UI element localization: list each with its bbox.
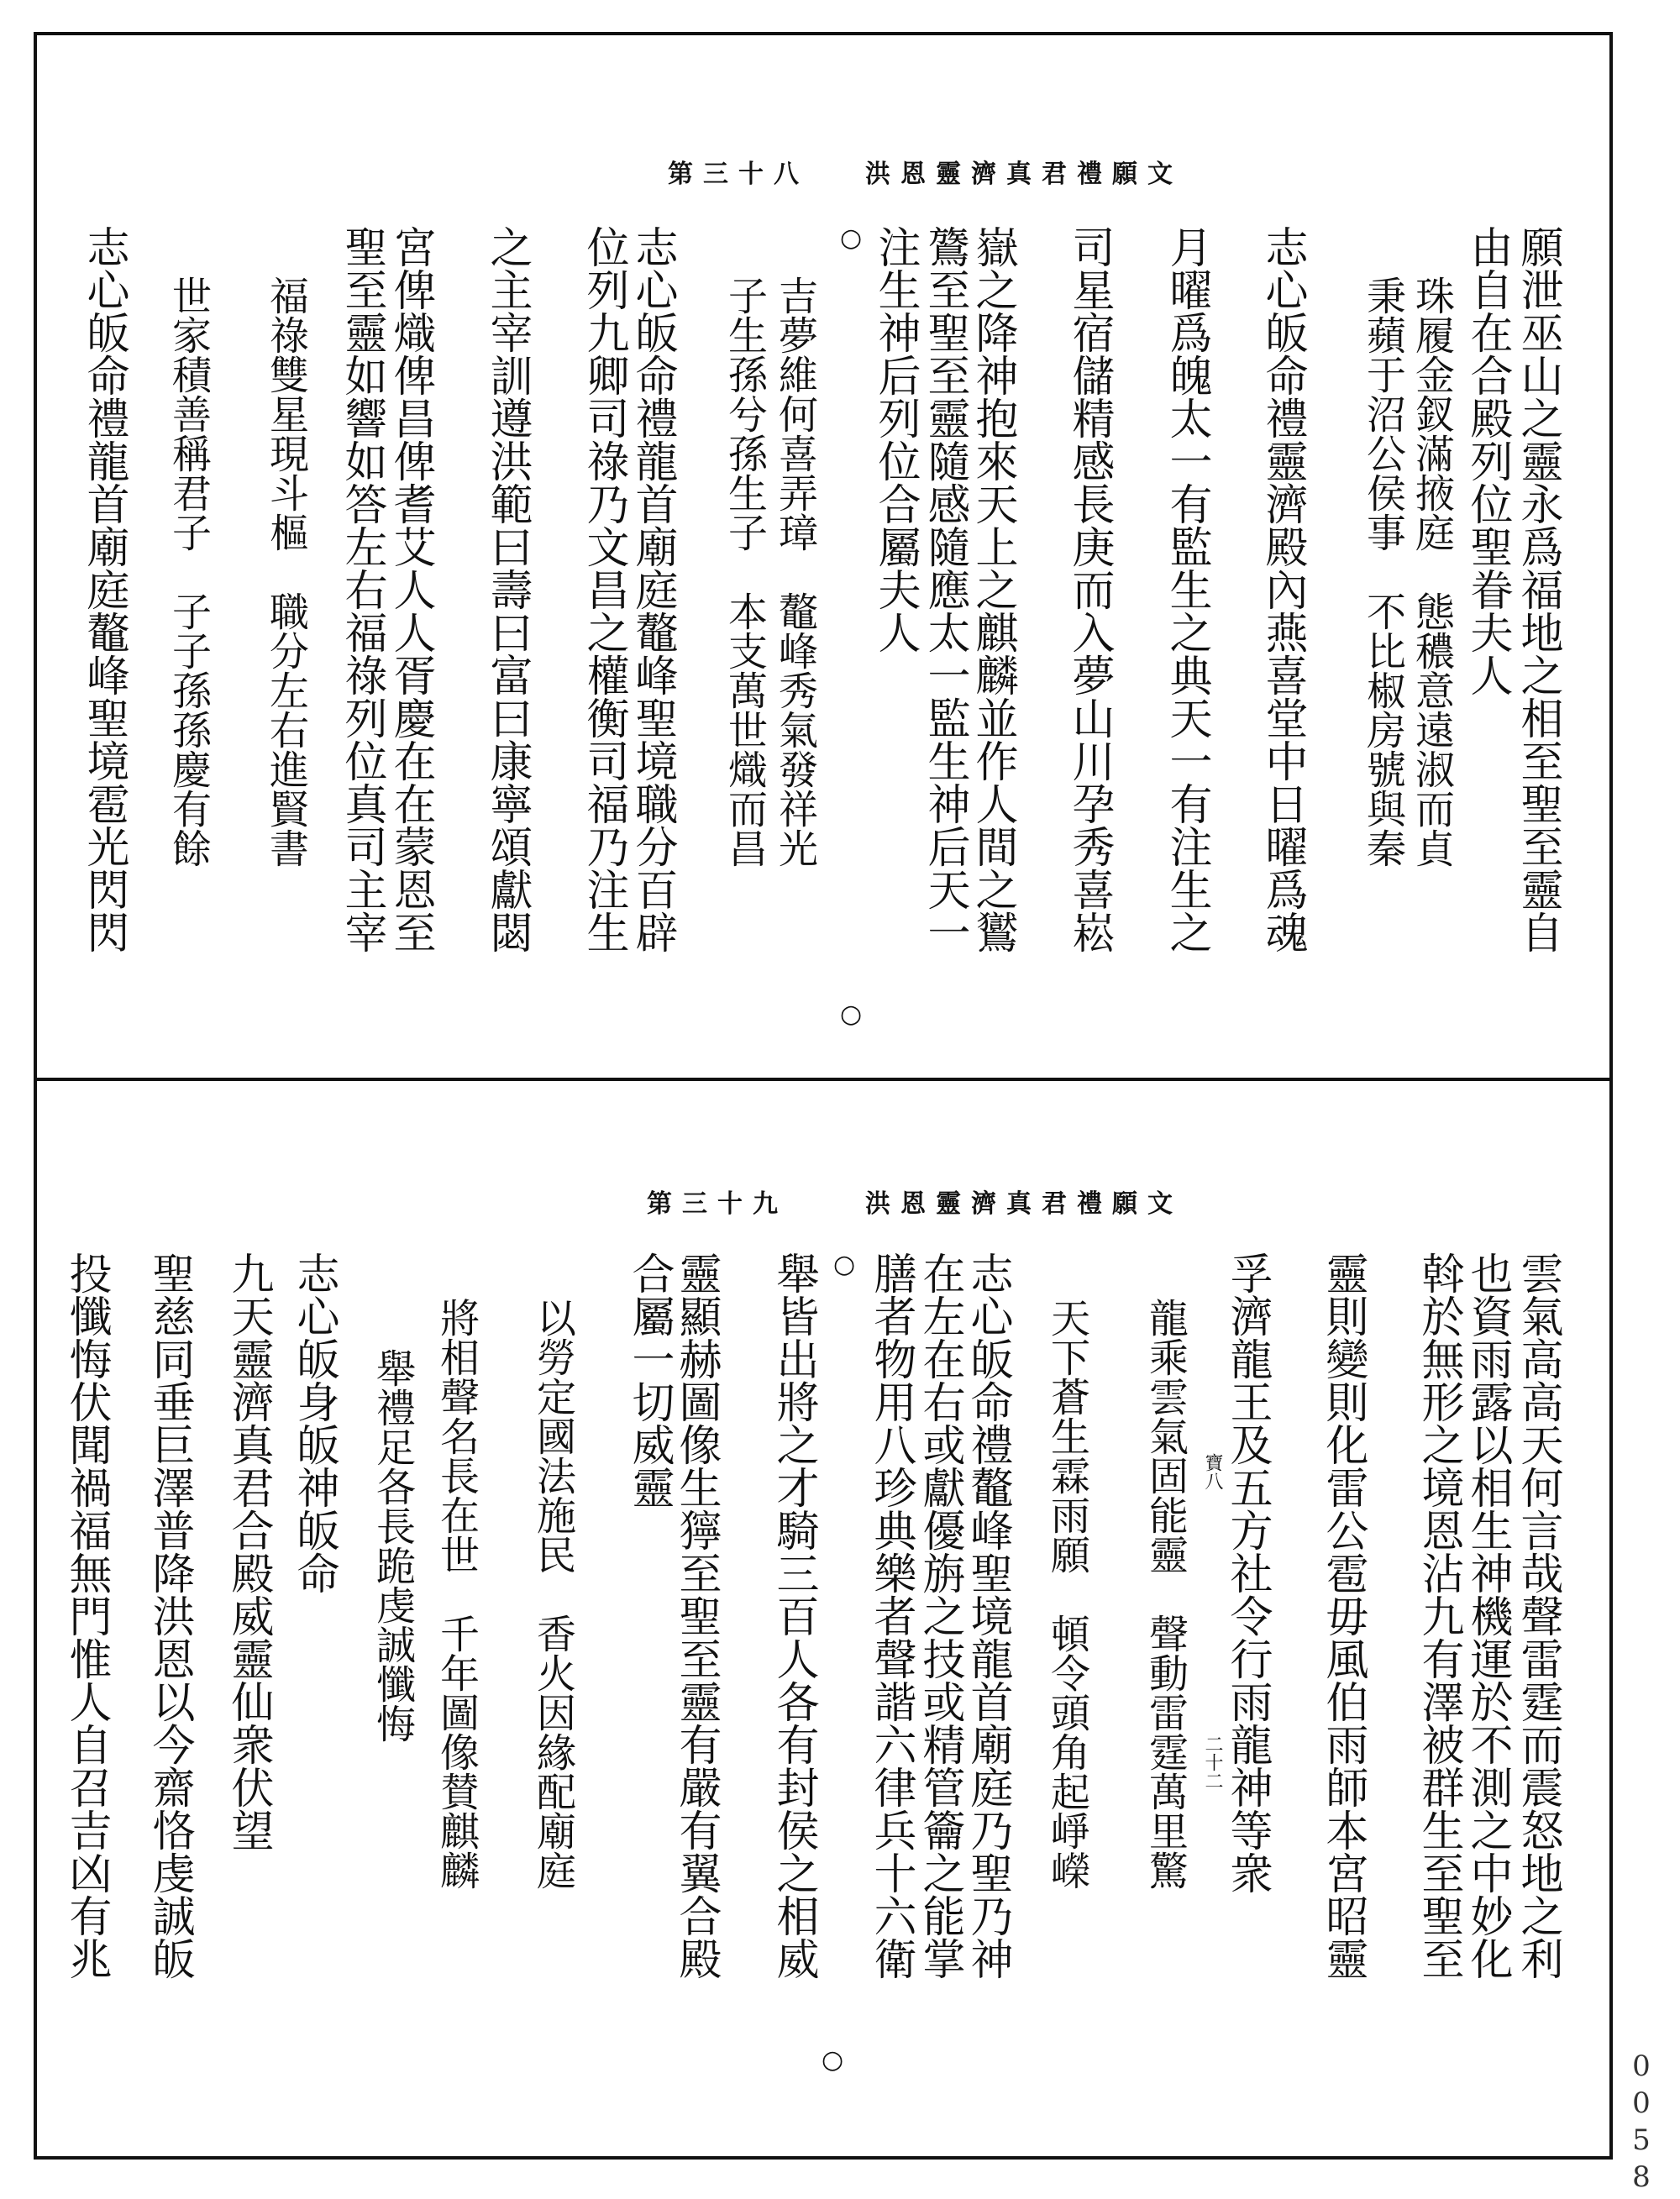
circle-marker: ○: [833, 1250, 856, 1279]
top-header-title: 洪恩靈濟真君禮願文: [865, 160, 1183, 189]
top-col-8: 嶽之降神抱來天上之麒麟並作人間之鸑: [968, 225, 1017, 953]
bottom-col-15: 將相聲名長在世 千年圖像賛麒麟: [433, 1298, 480, 1890]
bottom-col-4: 靈則變則化雷公雹毋風伯雨師本宮昭靈: [1318, 1252, 1368, 1980]
bottom-col-12: 靈顯赫圖像生獰至聖至靈有嚴有翼合殿: [671, 1252, 721, 1980]
top-col-4: 秉蘋于沼公侯事 不比椒房號與秦: [1360, 276, 1406, 868]
panel-divider: [34, 1078, 1613, 1081]
bottom-col-19: 聖慈同垂巨澤普降洪恩以今齋恪虔誠皈: [144, 1252, 194, 1980]
top-col-15: 之主宰訓遵洪範曰壽曰富曰康寧頌獻閟: [482, 225, 532, 953]
bottom-col-5: 孚濟龍王及五方社令行雨龍神等衆: [1222, 1252, 1272, 1894]
top-col-11: 吉夢維何喜弄璋 鼇峰秀氣發祥光: [772, 276, 818, 868]
top-col-3: 珠履金釵滿掖庭 態穠意遠淑而貞: [1409, 276, 1455, 868]
bottom-col-6: 龍乘雲氣固能靈 聲動雷霆萬里驚: [1142, 1298, 1189, 1890]
top-header-section: 第三十八: [668, 160, 809, 189]
bottom-col-16: 舉禮足各長跪虔誠懺悔: [370, 1348, 416, 1743]
annotation-2: 二十二: [1202, 1735, 1223, 1790]
bottom-col-2: 也資雨露以相生神機運於不測之中妙化: [1462, 1252, 1512, 1980]
bottom-col-1: 雲氣高高天何言哉聲雷霆而震怒地之利: [1513, 1252, 1562, 1980]
top-col-17: 聖至靈如響如答左右福祿列位真司主宰: [337, 225, 386, 953]
top-col-12: 子生孫兮孫生子 本支萬世熾而昌: [722, 276, 768, 868]
bottom-col-18: 九天靈濟真君合殿威靈仙衆伏望: [223, 1252, 273, 1851]
top-col-6: 月曜爲魄太一有監生之典天一有注生之: [1162, 225, 1211, 953]
annotation-1: 寶八: [1202, 1453, 1223, 1490]
top-col-16: 宮俾熾俾昌俾耆艾人人胥慶在在蒙恩至: [386, 225, 435, 953]
bottom-col-7: 天下蒼生霖雨願 頓令頭角起崢嶸: [1044, 1298, 1090, 1890]
bottom-col-10: 膳者物用八珍典樂者聲諧六律兵十六衛: [866, 1252, 916, 1980]
bottom-col-8: 志心皈命禮鼇峰聖境龍首廟庭乃聖乃神: [963, 1252, 1012, 1980]
bottom-col-20: 投懺悔伏聞禍福無門惟人自召吉凶有兆: [61, 1252, 111, 1980]
bottom-col-3: 斡於無形之境恩沾九有澤被群生至聖至: [1414, 1252, 1463, 1980]
top-col-19: 世家積善稱君子 子子孫孫慶有餘: [165, 276, 212, 868]
bottom-col-13: 合屬一切威靈: [624, 1252, 674, 1509]
circle-marker: ○: [822, 2045, 844, 2075]
top-col-13: 志心皈命禮龍首廟庭鼇峰聖境職分百辟: [627, 225, 677, 953]
circle-marker: ○: [840, 223, 863, 253]
top-col-7: 司星宿儲精感長庚而入夢山川孕秀喜崧: [1064, 225, 1114, 953]
bottom-col-17: 志心皈身皈神皈命: [289, 1252, 339, 1594]
bottom-col-9: 在左在右或獻優旃之技或精管籥之能掌: [915, 1252, 964, 1980]
top-col-2: 由自在合殿列位聖眷夫人: [1462, 225, 1512, 696]
top-col-18: 福祿雙星現斗樞 職分左右進賢書: [263, 276, 309, 868]
top-col-5: 志心皈命禮靈濟殿內燕喜堂中日曜爲魂: [1257, 225, 1307, 953]
bottom-header-section: 第三十九: [647, 1189, 788, 1219]
bottom-header-title: 洪恩靈濟真君禮願文: [865, 1189, 1183, 1219]
circle-marker: ○: [840, 1000, 863, 1029]
margin-page-number: 0058: [1625, 2049, 1658, 2197]
top-col-20: 志心皈命禮龍首廟庭鼇峰聖境雹光閃閃: [79, 225, 129, 953]
bottom-col-14: 以勞定國法施民 香火因緣配廟庭: [530, 1298, 576, 1890]
top-col-9: 鷟至聖至靈隨感隨應太一監生神后天一: [920, 225, 969, 953]
top-col-1: 願泄巫山之靈永爲福地之相至聖至靈自: [1513, 225, 1562, 953]
bottom-col-11: 舉皆出將之才騎三百人各有封侯之相威: [769, 1252, 818, 1980]
top-col-10: 注生神后列位合屬夫人: [870, 225, 920, 653]
top-col-14: 位列九卿司祿乃文昌之權衡司福乃注生: [579, 225, 628, 953]
